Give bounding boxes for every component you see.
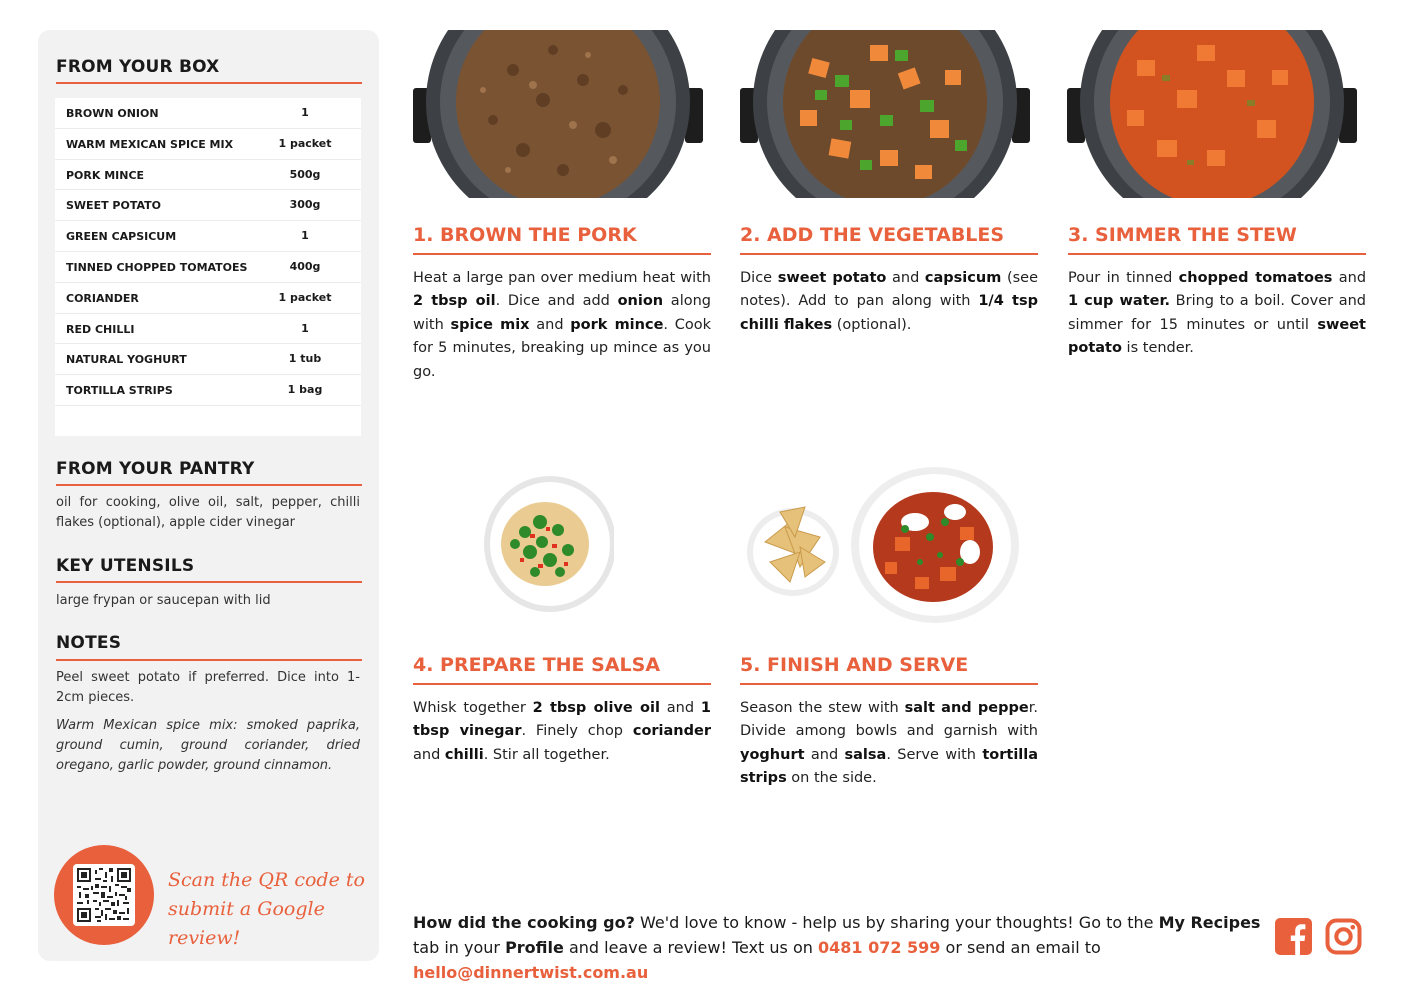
ingredient-name: CORIANDER <box>66 291 139 305</box>
bold-text: capsicum <box>924 270 1002 286</box>
ingredient-name: GREEN CAPSICUM <box>66 230 177 244</box>
ingredient-qty: 1 <box>301 229 309 243</box>
text-run: . Stir all together. <box>483 746 610 763</box>
text-run: and <box>659 700 701 716</box>
text-run: along with <box>413 293 711 333</box>
ingredient-name: NATURAL YOGHURT <box>66 353 187 367</box>
qr-caption <box>168 866 379 953</box>
text-run: Bring to a boil. Cover and simmer for 15 minutes or until <box>1068 293 1366 333</box>
step2-rule <box>740 253 1038 255</box>
ingredient-name: RED CHILLI <box>66 322 135 336</box>
footer-text-run: tab in your <box>413 938 506 957</box>
bold-text: 1/4 tsp chilli flakes <box>740 293 1038 333</box>
step4-body <box>413 697 711 767</box>
step4-rule <box>413 683 711 685</box>
step5-body <box>740 697 1038 791</box>
step1-photo <box>413 30 703 198</box>
spice-mix-text: Warm Mexican spice mix: smoked paprika, ground cumin, ground coriander, dried oregano, garlic powder, ground cinnamon. <box>56 718 360 773</box>
ingredient-name: WARM MEXICAN SPICE MIX <box>66 137 234 151</box>
ingredient-row <box>55 283 361 314</box>
footer-text-run: We'd love to know - help us by sharing your thoughts! Go to the <box>634 913 1159 932</box>
step5-rule <box>740 683 1038 685</box>
facebook-icon[interactable] <box>1275 918 1312 955</box>
step3-body <box>1068 267 1366 361</box>
from-box-rule <box>56 82 362 84</box>
step1-rule <box>413 253 711 255</box>
ingredient-qty: 1 tub <box>288 352 322 366</box>
text-run: is tender. <box>1121 340 1194 357</box>
bold-text: 1 cup water. <box>1068 293 1171 310</box>
bold-text: salsa <box>844 746 887 763</box>
step2-photo <box>740 30 1030 198</box>
bold-text: sweet potato <box>1068 316 1366 357</box>
utensils-rule <box>56 581 362 583</box>
footer-text-run: and leave a review! Text us on <box>563 938 818 957</box>
ingredient-name: TINNED CHOPPED TOMATOES <box>66 260 248 274</box>
ingredient-row <box>55 160 361 191</box>
ingredient-qty: 1 <box>301 321 309 335</box>
step1-body <box>413 267 711 384</box>
ingredient-row <box>55 344 361 375</box>
text-run: and <box>886 270 925 286</box>
text-run: and <box>804 746 845 763</box>
notes-title: NOTES <box>56 633 122 653</box>
text-run: Season the stew with <box>740 700 905 716</box>
footer-bold: Profile <box>505 938 564 957</box>
footer-contact-link[interactable]: 0481 072 599 <box>817 938 941 957</box>
ingredient-name: TORTILLA STRIPS <box>66 384 173 398</box>
step1-title: 1. BROWN THE PORK <box>413 224 637 246</box>
text-run: and <box>413 746 445 763</box>
footer-contact-link[interactable]: hello@dinnertwist.com.au <box>413 963 649 982</box>
ingredient-qty: 500g <box>289 167 321 181</box>
text-run: Heat a large pan over medium heat with <box>413 270 711 286</box>
qr-caption-line2: submit a Google review! <box>168 898 325 949</box>
text-run: on the side. <box>786 770 877 787</box>
bold-text: chilli <box>444 746 484 763</box>
text-run: . Cook for 5 minutes, breaking up mince as you go. <box>413 316 712 380</box>
ingredient-row <box>55 314 361 345</box>
ingredient-name: BROWN ONION <box>66 107 159 120</box>
ingredient-qty: 300g <box>289 198 321 212</box>
step3-photo <box>1067 30 1357 198</box>
bold-text: 2 tbsp oil <box>413 293 496 310</box>
text-run: and <box>529 316 571 333</box>
text-run: Pour in tinned <box>1068 270 1179 286</box>
ingredient-qty: 400g <box>289 259 321 273</box>
bold-text: salt and peppe <box>904 700 1029 716</box>
pantry-rule <box>56 484 362 486</box>
ingredient-qty: 1 packet <box>278 290 332 304</box>
footer-bold: How did the cooking go? <box>413 913 635 932</box>
ingredient-qty: 1 packet <box>278 136 332 150</box>
from-box-title: FROM YOUR BOX <box>56 57 220 77</box>
bold-text: pork mince <box>570 316 664 333</box>
pantry-title: FROM YOUR PANTRY <box>56 459 255 479</box>
text-run: and <box>1332 270 1367 286</box>
bold-text: yoghurt <box>740 746 805 763</box>
sidebar-panel <box>38 30 379 961</box>
review-footer <box>413 910 1263 985</box>
qr-code[interactable] <box>73 864 135 926</box>
bold-text: 2 tbsp olive oil <box>532 700 660 716</box>
ingredient-row <box>55 129 361 160</box>
bold-text: 1 tbsp vinegar <box>413 700 711 740</box>
text-run: Whisk together <box>413 700 533 716</box>
pantry-text: oil for cooking, olive oil, salt, pepper, chilli flakes (optional), apple cider vinegar <box>56 495 360 530</box>
ingredient-name: SWEET POTATO <box>66 199 161 213</box>
notes-rule <box>56 659 362 661</box>
qr-badge[interactable] <box>54 845 154 945</box>
footer-bold: My Recipes <box>1158 913 1261 932</box>
step2-body <box>740 267 1038 337</box>
step4-title: 4. PREPARE THE SALSA <box>413 654 661 676</box>
text-run: Dice <box>740 270 778 286</box>
text-run: . Serve with <box>886 746 983 763</box>
bold-text: onion <box>617 293 664 310</box>
bold-text: chopped tomatoes <box>1178 270 1333 286</box>
qr-caption-line1: Scan the QR code to <box>168 869 365 891</box>
bold-text: coriander <box>632 723 711 740</box>
step3-title: 3. SIMMER THE STEW <box>1068 224 1297 246</box>
ingredient-name: PORK MINCE <box>66 168 145 182</box>
text-run: . Finely chop <box>521 723 633 740</box>
step4-photo <box>480 472 614 614</box>
utensils-text: large frypan or saucepan with lid <box>56 593 271 608</box>
utensils-title: KEY UTENSILS <box>56 556 195 576</box>
text-run: . Dice and add <box>495 293 618 310</box>
ingredient-row <box>55 221 361 252</box>
instagram-icon[interactable] <box>1325 918 1362 955</box>
bold-text: spice mix <box>450 316 530 333</box>
ingredient-row <box>55 375 361 406</box>
ingredient-qty: 1 bag <box>287 383 323 397</box>
ingredient-list <box>55 98 361 436</box>
text-run: (optional). <box>832 316 912 333</box>
ingredient-qty: 1 <box>301 106 309 119</box>
bold-text: sweet potato <box>777 270 887 286</box>
ingredient-row <box>55 252 361 283</box>
step5-photo <box>745 467 1020 625</box>
step5-title: 5. FINISH AND SERVE <box>740 654 969 676</box>
text-run: r. Divide among bowls and garnish with <box>740 700 1038 740</box>
ingredient-row <box>55 190 361 221</box>
text-run: (see notes). Add to pan along with <box>740 270 1038 310</box>
bold-text: tortilla strips <box>740 746 1039 787</box>
notes-text: Peel sweet potato if preferred. Dice into 1-2cm pieces. <box>56 670 360 705</box>
ingredient-row <box>55 98 361 129</box>
footer-text-run: or send an email to <box>940 938 1101 957</box>
step3-rule <box>1068 253 1366 255</box>
step2-title: 2. ADD THE VEGETABLES <box>740 224 1005 246</box>
